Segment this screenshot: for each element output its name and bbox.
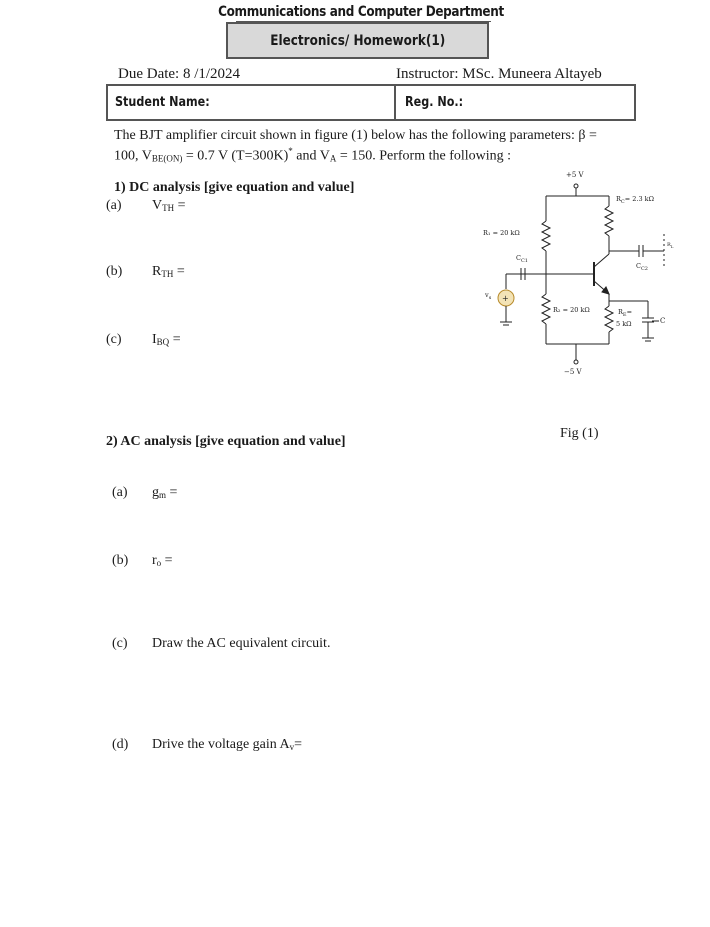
r1-resistor — [542, 221, 550, 251]
ac-item-voltage-gain: Drive the voltage gain $A_v=$ — [152, 737, 303, 752]
vee-label: −5 V — [564, 368, 582, 376]
bjt-amplifier-circuit — [476, 166, 686, 380]
re-value: 5 kΩ — [616, 320, 632, 328]
department-title: Communications and Computer Department — [218, 4, 504, 20]
dc-item-label: (b) — [106, 264, 123, 279]
ac-item-label: (c) — [112, 636, 128, 651]
due-date: Due Date: 8 /1/2024 — [118, 66, 241, 82]
ce-label: C — [660, 317, 666, 325]
rc-label: $R_C= 2.3$ kΩ — [616, 195, 654, 205]
cc1-label: $C_{C1}$ — [516, 254, 528, 264]
ac-item-gm: $g_m$ = — [152, 485, 178, 500]
ac-item-label: (d) — [112, 737, 129, 752]
r2-resistor — [542, 294, 550, 324]
re-label: $R_E=$ — [618, 308, 633, 318]
dc-item-label: (a) — [106, 198, 122, 213]
vcc-label: +5 V — [566, 171, 584, 179]
cc2-label: $C_{C2}$ — [636, 262, 648, 272]
ac-item-ro: $r_o$ = — [152, 553, 173, 568]
student-info-divider — [394, 84, 396, 121]
ac-item-equivalent-circuit: Draw the AC equivalent circuit. — [152, 636, 331, 651]
course-box — [226, 22, 489, 59]
r1-label: R₁ = 20 kΩ — [483, 229, 520, 237]
dc-item-vth: $V_{TH}$ = — [152, 198, 186, 213]
ac-item-label: (a) — [112, 485, 128, 500]
ac-analysis-heading: 2) AC analysis [give equation and value] — [106, 434, 346, 449]
dc-item-ibq: $I_{BQ}$ = — [152, 332, 181, 347]
r2-label: R₂ = 20 kΩ — [553, 306, 590, 314]
dc-analysis-heading: 1) DC analysis [give equation and value] — [114, 180, 355, 195]
intro-line-1: The BJT amplifier circuit shown in figure (1) below has the following parameters: β = — [114, 128, 597, 143]
course-title: Electronics/ Homework(1) — [269, 32, 445, 49]
intro-line-2: 100, $V_{BE(ON)} = 0.7$ V (T=300K)* and $V_A = 150$. Perform the following : — [114, 146, 512, 164]
student-name-label: Student Name: — [115, 95, 210, 110]
dc-item-label: (c) — [106, 332, 122, 347]
vs-label: $v_s$ — [485, 291, 492, 301]
svg-text:+: + — [502, 294, 509, 303]
instructor: Instructor: MSc. Muneera Altayeb — [396, 66, 602, 82]
rc-resistor — [605, 206, 613, 236]
reg-no-label: Reg. No.: — [405, 95, 464, 110]
ac-item-label: (b) — [112, 553, 129, 568]
dc-item-rth: $R_{TH}$ = — [152, 264, 185, 279]
re-resistor — [605, 306, 613, 332]
figure-caption: Fig (1) — [560, 426, 599, 441]
rl-label: $R_L$ — [667, 242, 674, 249]
